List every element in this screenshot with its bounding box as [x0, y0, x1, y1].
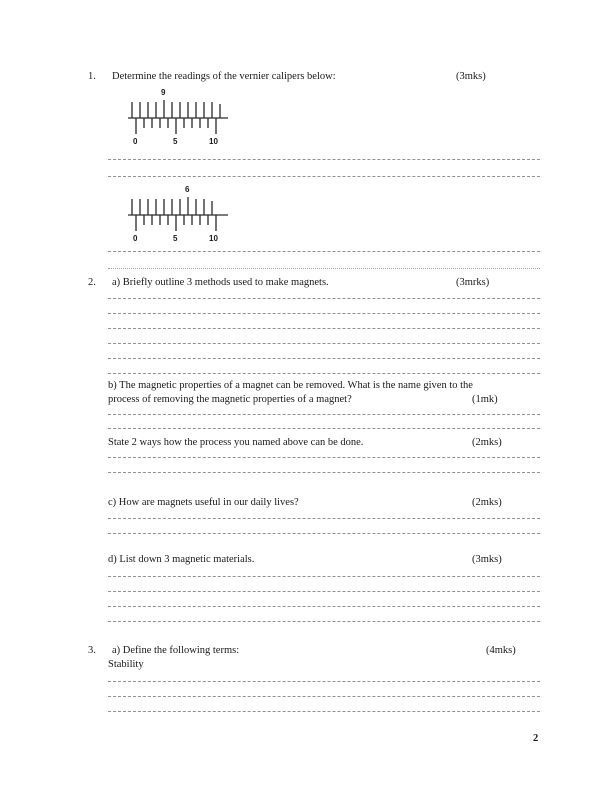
answer-line	[108, 373, 540, 375]
question-2b-state2-text: State 2 ways how the process you named above can be done.	[108, 437, 364, 448]
answer-line	[108, 358, 540, 360]
question-2b-marks: (1mk)	[472, 394, 498, 405]
answer-line	[108, 472, 540, 474]
answer-line	[108, 711, 540, 713]
question-2d-marks: (3mks)	[472, 554, 502, 565]
answer-line	[108, 533, 540, 535]
caliper-2-main-label-0: 0	[133, 234, 138, 243]
answer-line	[108, 313, 540, 315]
question-2b-text-line1: b) The magnetic properties of a magnet can be removed. What is the name given to the	[108, 380, 473, 391]
answer-line	[108, 251, 540, 253]
answer-line	[108, 681, 540, 683]
answer-line	[108, 576, 540, 578]
answer-line	[108, 591, 540, 593]
question-2a-text: a) Briefly outline 3 methods used to make magnets.	[112, 277, 329, 288]
answer-line	[108, 457, 540, 459]
question-1-row	[88, 70, 508, 85]
page-number: 2	[533, 733, 539, 744]
question-2-number: 2.	[88, 277, 96, 288]
answer-line	[108, 606, 540, 608]
question-2-row	[88, 276, 508, 291]
question-1-text: Determine the readings of the vernier calipers below:	[112, 71, 336, 82]
answer-line	[108, 343, 540, 345]
answer-line	[108, 696, 540, 698]
question-2c-text: c) How are magnets useful in our daily lives?	[108, 497, 299, 508]
question-2a-marks: (3mrks)	[456, 277, 490, 288]
answer-line	[108, 159, 540, 161]
question-1-number: 1.	[88, 71, 96, 82]
answer-line	[108, 176, 540, 178]
question-3a-marks: (4mks)	[486, 645, 516, 656]
question-2d-text: d) List down 3 magnetic materials.	[108, 554, 255, 565]
caliper-1-main-label-0: 0	[133, 137, 138, 146]
caliper-2-main-label-10: 10	[209, 234, 218, 243]
question-1-marks: (3mks)	[456, 71, 486, 82]
caliper-2-vernier-label: 6	[185, 185, 190, 194]
answer-line	[108, 414, 540, 416]
answer-line	[108, 518, 540, 520]
question-3-number: 3.	[88, 645, 96, 656]
answer-line	[108, 268, 540, 270]
answer-line	[108, 428, 540, 430]
question-3a-term-stability: Stability	[108, 659, 144, 670]
question-2c-marks: (2mks)	[472, 497, 502, 508]
question-2b-text-line2: process of removing the magnetic properties of a magnet?	[108, 394, 352, 405]
caliper-1-main-label-5: 5	[173, 137, 178, 146]
question-3a-text: a) Define the following terms:	[112, 645, 240, 656]
caliper-1-vernier-label: 9	[161, 88, 166, 97]
answer-line	[108, 298, 540, 300]
answer-line	[108, 328, 540, 330]
caliper-1-main-label-10: 10	[209, 137, 218, 146]
question-3-row	[88, 644, 508, 659]
caliper-2-main-label-5: 5	[173, 234, 178, 243]
answer-line	[108, 621, 540, 623]
question-2b-state2-marks: (2mks)	[472, 437, 502, 448]
